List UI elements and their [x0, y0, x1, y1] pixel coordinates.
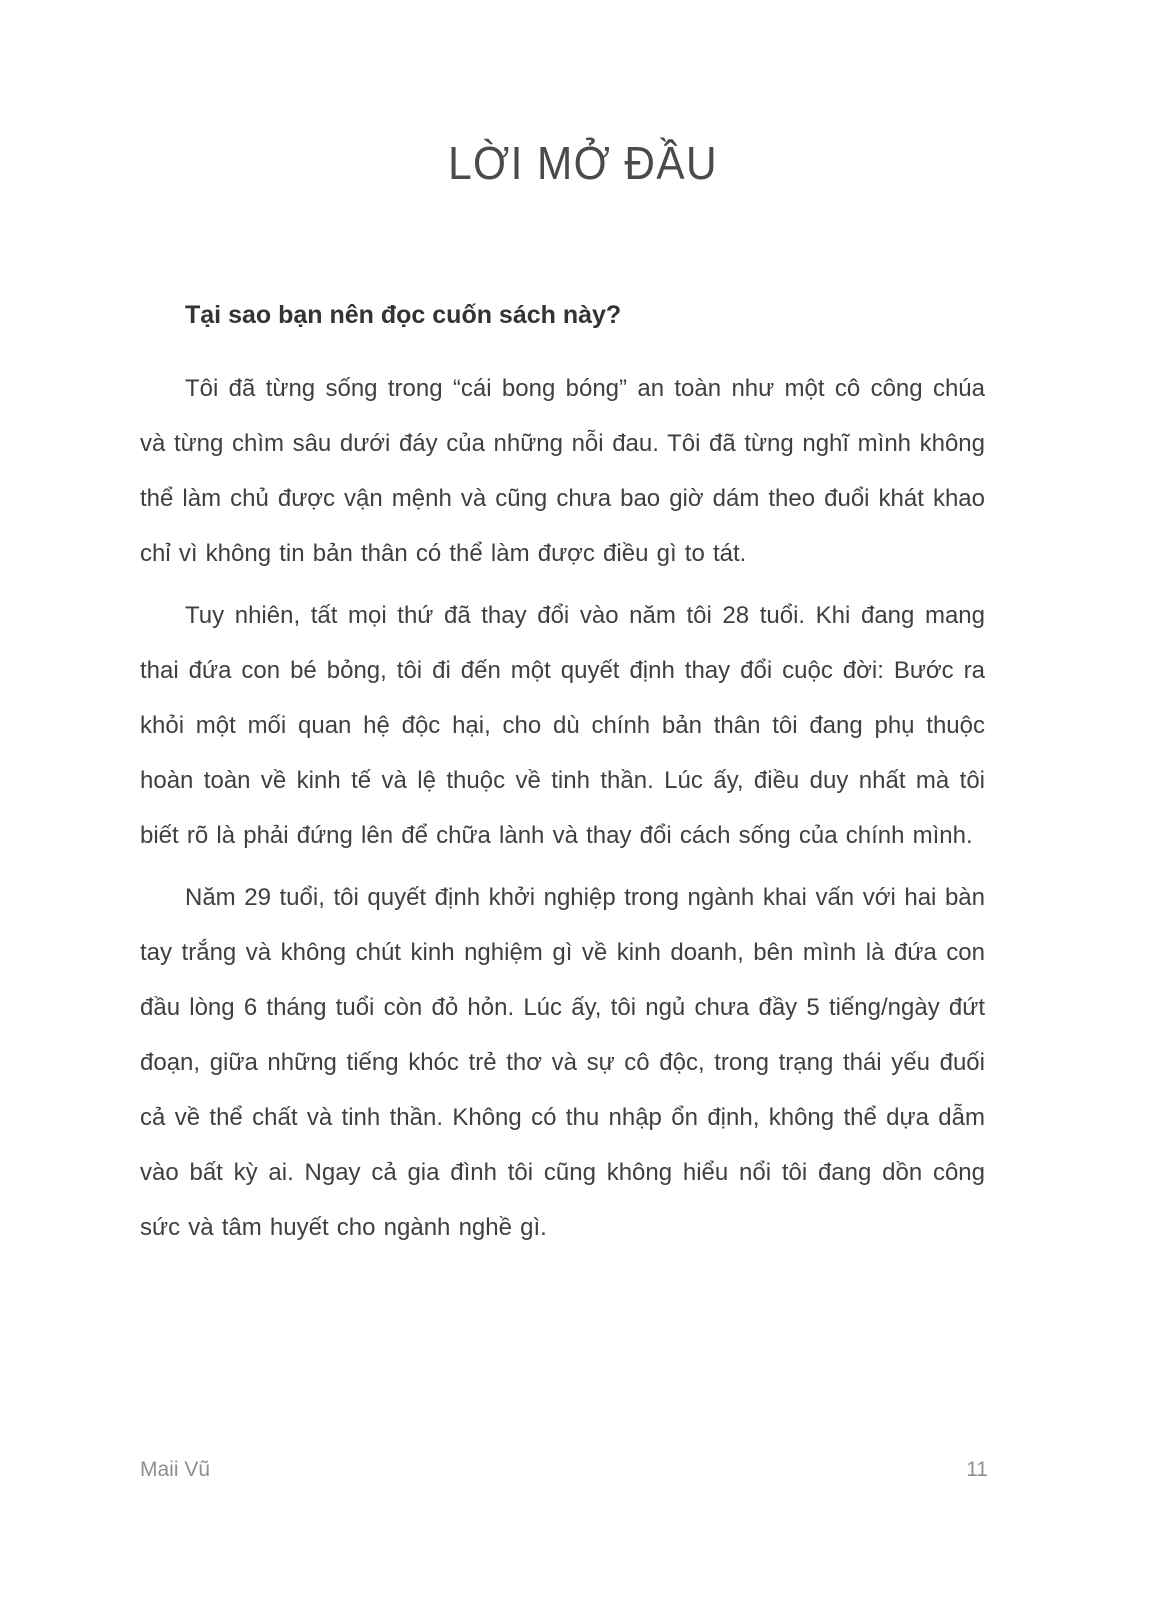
page-body	[140, 288, 985, 1262]
paragraph: Năm 29 tuổi, tôi quyết định khởi nghiệp trong ngành khai vấn với hai bàn tay trắng và không chút kinh nghiệm gì về kinh doanh, bên mình là đứa con đầu lòng 6 tháng tuổi còn đỏ hỏn. Lúc ấy, tôi ngủ chưa đầy 5 tiếng/ngày đứt đoạn, giữa những tiếng khóc trẻ thơ và sự cô độc, trong trạng thái yếu đuối cả về thể chất và tinh thần. Không có thu nhập ổn định, không thể dựa dẫm vào bất kỳ ai. Ngay cả gia đình tôi cũng không hiểu nổi tôi đang dồn công sức và tâm huyết cho ngành nghề gì.	[140, 884, 985, 1241]
section-heading: Tại sao bạn nên đọc cuốn sách này?	[185, 301, 622, 329]
page-footer	[140, 1458, 988, 1482]
footer-page-number: 11	[966, 1458, 988, 1481]
paragraph: Tôi đã từng sống trong “cái bong bóng” an toàn như một cô công chúa và từng chìm sâu dưới đáy của những nỗi đau. Tôi đã từng nghĩ mình không thể làm chủ được vận mệnh và cũng chưa bao giờ dám theo đuổi khát khao chỉ vì không tin bản thân có thể làm được điều gì to tát.	[140, 375, 985, 567]
footer-author: Maii Vũ	[140, 1458, 211, 1481]
chapter-title: LỜI MỞ ĐẦU	[448, 137, 718, 189]
paragraph: Tuy nhiên, tất mọi thứ đã thay đổi vào năm tôi 28 tuổi. Khi đang mang thai đứa con bé bỏng, tôi đi đến một quyết định thay đổi cuộc đời: Bước ra khỏi một mối quan hệ độc hại, cho dù chính bản thân tôi đang phụ thuộc hoàn toàn về kinh tế và lệ thuộc về tinh thần. Lúc ấy, điều duy nhất mà tôi biết rõ là phải đứng lên để chữa lành và thay đổi cách sống của chính mình.	[140, 602, 985, 849]
